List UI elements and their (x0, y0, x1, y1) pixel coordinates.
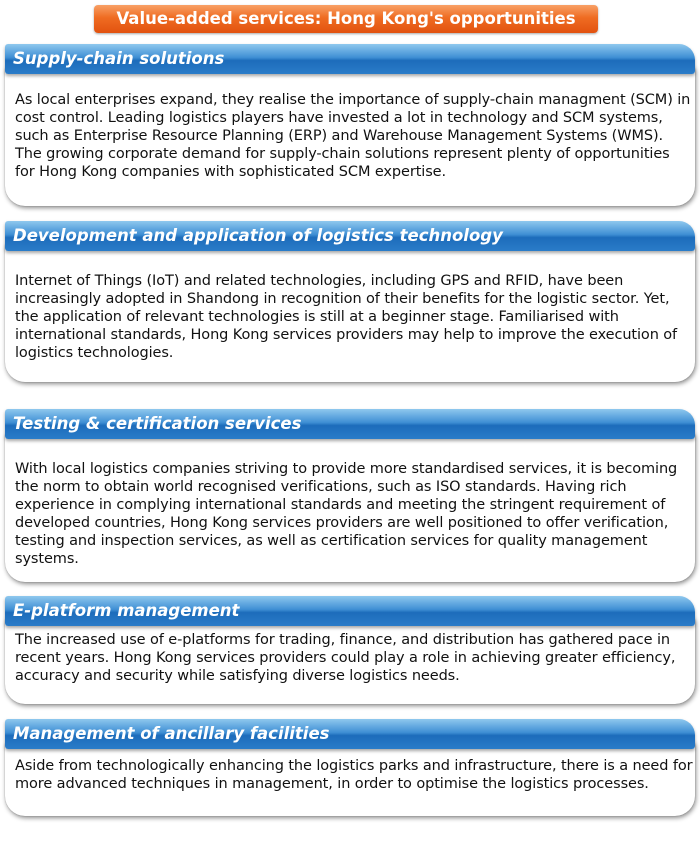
section-ancillary-box (5, 741, 695, 816)
section-supply-chain-box (5, 66, 695, 206)
section-testing-heading: Testing & certification services (5, 409, 695, 439)
section-e-platform-box (5, 617, 695, 704)
section-logistics-tech-body: Internet of Things (IoT) and related technologies, including GPS and RFID, have been increasingly adopted in Shandong in recognition of their benefits for the logistic sector. Yet, the application of relevant technologies is still at a beginner stage. Familiarised with international standards, Hong Kong services providers may help to improve the execution of logistics technologies. (15, 273, 678, 361)
section-logistics-tech-heading: Development and application of logistics technology (5, 221, 695, 251)
section-testing-box (5, 432, 695, 582)
page-title: Value-added services: Hong Kong's opportunities (94, 5, 598, 33)
section-supply-chain-heading: Supply-chain solutions (5, 44, 695, 74)
section-e-platform-heading: E-platform management (5, 596, 695, 626)
section-supply-chain-body: As local enterprises expand, they realise the importance of supply-chain managment (SCM) in cost control. Leading logistics players have invested a lot in technology and SCM systems, such as Enterprise Resource Planning (ERP) and Warehouse Management Systems (WMS). The growing corporate demand for supply-chain solutions represent plenty of opportunities for Hong Kong companies with sophisticated SCM expertise. (15, 92, 691, 180)
section-testing-body: With local logistics companies striving to provide more standardised services, it is becoming the norm to obtain world recognised verifications, such as ISO standards. Having rich experience in complying international standards and meeting the stringent requirement of developed countries, Hong Kong services providers are well positioned to offer verification, testing and inspection services, as well as certification services for quality management systems. (15, 461, 678, 567)
section-ancillary-heading: Management of ancillary facilities (5, 719, 695, 749)
section-e-platform-body: The increased use of e-platforms for trading, finance, and distribution has gathered pace in recent years. Hong Kong services providers could play a role in achieving greater efficiency, accuracy and security while satisfying diverse logistics needs. (15, 632, 676, 684)
section-ancillary-body: Aside from technologically enhancing the logistics parks and infrastructure, there is a need for more advanced techniques in management, in order to optimise the logistics processes. (15, 758, 693, 792)
section-logistics-tech-box (5, 242, 695, 382)
